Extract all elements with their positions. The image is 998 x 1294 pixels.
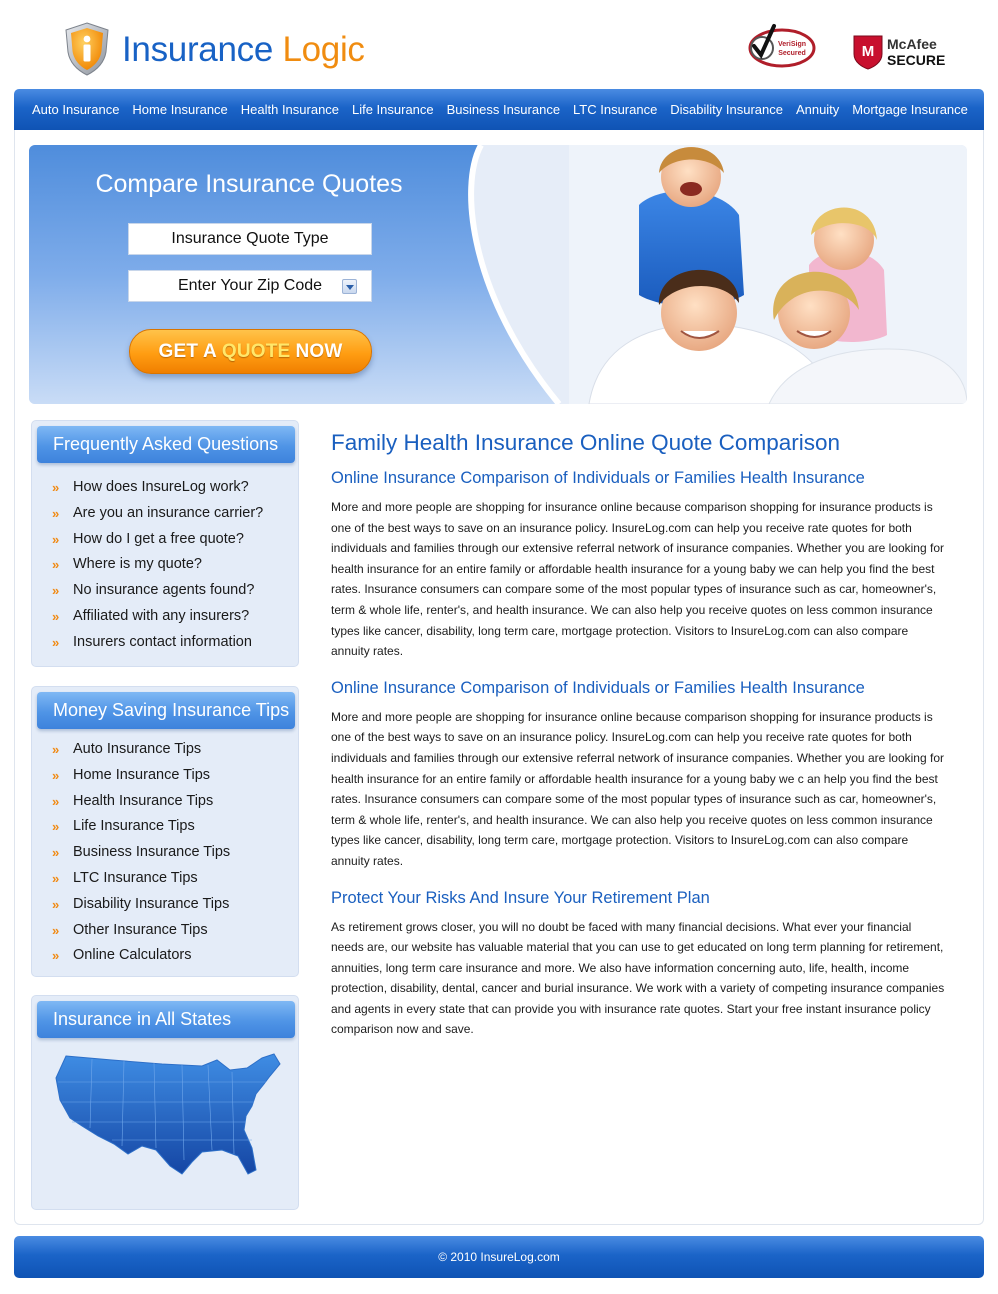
states-box: [31, 995, 299, 1210]
double-chevron-icon: »: [52, 505, 58, 521]
main-content: [331, 430, 947, 1057]
faq-item[interactable]: [52, 604, 263, 630]
double-chevron-icon: »: [52, 922, 58, 938]
faq-title: Frequently Asked Questions: [37, 426, 295, 463]
faq-item-label: How do I get a free quote?: [73, 530, 244, 547]
shield-info-icon: [64, 22, 110, 76]
mcafee-badge: [852, 34, 952, 70]
nav-annuity[interactable]: Annuity: [795, 102, 840, 117]
nav-business-insurance[interactable]: Business Insurance: [446, 102, 561, 117]
faq-item-label: No insurance agents found?: [73, 582, 255, 599]
verisign-text: VeriSign: [777, 41, 807, 48]
section-title: Online Insurance Comparison of Individuals or Families Health Insurance: [331, 678, 865, 697]
faq-item-label: Are you an insurance carrier?: [73, 504, 264, 521]
double-chevron-icon: »: [52, 948, 58, 964]
quote-type-select[interactable]: [128, 223, 372, 255]
tips-item[interactable]: [52, 814, 230, 840]
svg-text:SECURE: SECURE: [887, 52, 946, 68]
double-chevron-icon: »: [52, 742, 58, 757]
nav-disability-insurance[interactable]: Disability Insurance: [670, 102, 783, 117]
nav-mortgage-insurance[interactable]: Mortgage Insurance: [852, 102, 968, 117]
svg-text:Secured: Secured: [778, 50, 806, 57]
faq-item[interactable]: [52, 578, 263, 604]
logo-word-1: Insurance: [122, 30, 274, 69]
states-title: Insurance in All States: [37, 1001, 295, 1038]
site-logo[interactable]: [122, 30, 365, 70]
tips-item-label: Auto Insurance Tips: [73, 741, 202, 757]
double-chevron-icon: »: [52, 480, 58, 495]
double-chevron-icon: »: [52, 531, 58, 547]
quote-type-label: Insurance Quote Type: [171, 230, 329, 247]
faq-item[interactable]: [52, 630, 263, 656]
faq-list: [52, 475, 263, 656]
tips-item-label: Other Insurance Tips: [73, 921, 208, 938]
footer: [14, 1236, 984, 1278]
faq-item[interactable]: [52, 552, 263, 578]
double-chevron-icon: »: [52, 845, 58, 861]
svg-text:M: M: [861, 43, 875, 60]
nav-auto-insurance[interactable]: Auto Insurance: [32, 102, 120, 117]
verisign-badge: [744, 18, 816, 70]
cta-text-1: GET A: [158, 340, 217, 362]
section-title: Online Insurance Comparison of Individuals or Families Health Insurance: [331, 469, 865, 487]
faq-item-label: Where is my quote?: [73, 556, 202, 573]
faq-box: [31, 420, 299, 667]
section-body: More and more people are shopping for insurance online because comparison shopping for insurance products is one of the best ways to save on an insurance policy. InsureLog.com can help you receive rate quotes for both individuals and families through our extensive referral network of insurance companies. Whether you are looking for health insurance for an entire family or affordable health insurance for a young baby we c an help you find the best rates. Insurance consumers can compare some of the most popular types of insurance such as car, homeowner's, term & whole life, renter's, and health insurance. We can also help you receive quotes on less common insurance types like cancer, disability, long term care, mortgage protection. Visitors to InsureLog.com can also compare annuity rates.: [331, 709, 944, 868]
tips-list: [52, 737, 230, 969]
tips-item[interactable]: [52, 892, 230, 918]
tips-item-label: Business Insurance Tips: [73, 844, 231, 861]
cta-text-2: QUOTE: [221, 340, 291, 362]
double-chevron-icon: »: [52, 767, 58, 783]
faq-item-label: Affiliated with any insurers?: [73, 607, 250, 624]
faq-item[interactable]: [52, 501, 263, 527]
double-chevron-icon: »: [52, 793, 58, 809]
nav-ltc-insurance[interactable]: LTC Insurance: [573, 102, 658, 117]
double-chevron-icon: »: [52, 870, 58, 886]
nav-life-insurance[interactable]: Life Insurance: [351, 102, 434, 117]
double-chevron-icon: »: [52, 819, 58, 835]
chevron-down-icon[interactable]: [342, 279, 357, 294]
section-body: More and more people are shopping for insurance online because comparison shopping for insurance products is one of the best ways to save on an insurance policy. InsureLog.com can help you receive rate quotes for both individuals and families through our extensive referral network of insurance companies. Whether you are looking for health insurance for an entire family or affordable health insurance for a young baby we can help you find the best rates. Insurance consumers can compare some of the most popular types of insurance such as car, homeowner's, term & whole life, renter's, and health insurance. We can also help you receive quotes on less common insurance types like cancer, disability, long term care, mortgage protection. Visitors to InsureLog.com can also compare annuity rates.: [331, 500, 944, 659]
tips-title: Money Saving Insurance Tips: [37, 692, 295, 729]
mcafee-text: McAfee: [887, 36, 937, 52]
nav-health-insurance[interactable]: Health Insurance: [240, 102, 340, 117]
cta-text-3: NOW: [295, 340, 343, 362]
faq-item-label: How does InsureLog work?: [73, 479, 249, 495]
tips-item-label: Online Calculators: [73, 947, 192, 964]
tips-box: [31, 686, 299, 977]
logo-word-2: Logic: [282, 30, 365, 69]
tips-item[interactable]: [52, 943, 230, 969]
tips-item[interactable]: [52, 840, 230, 866]
tips-item[interactable]: [52, 737, 230, 763]
faq-item[interactable]: [52, 527, 263, 553]
nav-home-insurance[interactable]: Home Insurance: [132, 102, 228, 117]
tips-item[interactable]: [52, 789, 230, 815]
get-quote-button[interactable]: [129, 329, 372, 374]
page-title: Family Health Insurance Online Quote Comparison: [331, 430, 840, 455]
double-chevron-icon: »: [52, 583, 58, 599]
faq-item[interactable]: [52, 475, 263, 501]
tips-item[interactable]: [52, 763, 230, 789]
copyright-text: © 2010 InsureLog.com: [438, 1250, 560, 1264]
header: [0, 0, 998, 88]
tips-item-label: Home Insurance Tips: [73, 766, 211, 783]
family-photo: [569, 145, 967, 404]
tips-item[interactable]: [52, 918, 230, 944]
main-nav: [14, 89, 984, 130]
tips-item[interactable]: [52, 866, 230, 892]
hero-banner: [29, 145, 967, 404]
tips-item-label: Life Insurance Tips: [73, 818, 195, 835]
section-body: As retirement grows closer, you will no doubt be faced with many financial decisions. What ever your financial needs are, our website has valuable material that you can use to get educated on long term planning for retirement, annuities, long term care insurance and more. We also have information concerning auto, life, health, income protection, disability, dental, cancer and burial insurance. We work with a variety of competing insurance companies and agents in every state that can provide you with insurance rate quotes. Start your free instant insurance policy comparison now and save.: [331, 919, 945, 1037]
tips-item-label: LTC Insurance Tips: [73, 869, 198, 886]
tips-item-label: Health Insurance Tips: [73, 792, 214, 809]
tips-item-label: Disability Insurance Tips: [73, 895, 230, 912]
double-chevron-icon: »: [52, 557, 58, 573]
zip-code-input[interactable]: [128, 270, 372, 302]
us-map[interactable]: [52, 1050, 284, 1180]
double-chevron-icon: »: [52, 634, 58, 650]
zip-code-label: Enter Your Zip Code: [177, 277, 323, 294]
hero-title: Compare Insurance Quotes: [95, 170, 403, 198]
double-chevron-icon: »: [52, 608, 58, 624]
faq-item-label: Insurers contact information: [73, 633, 252, 650]
double-chevron-icon: »: [52, 896, 58, 912]
section-title: Protect Your Risks And Insure Your Retirement Plan: [331, 888, 710, 907]
